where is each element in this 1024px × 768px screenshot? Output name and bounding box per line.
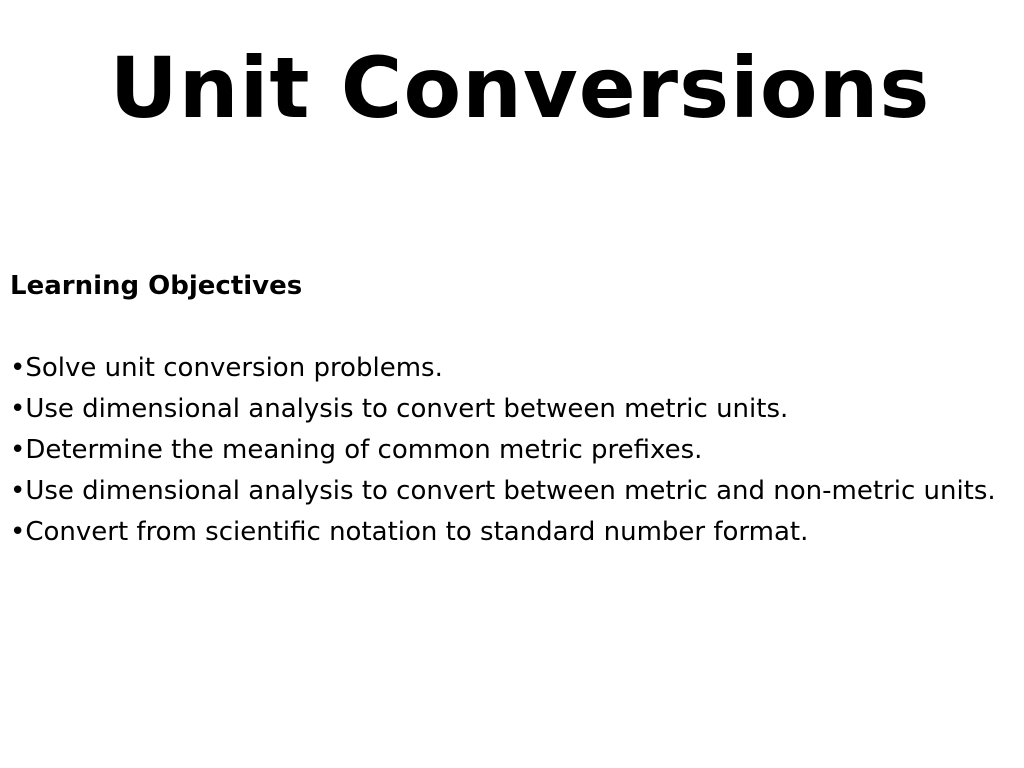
objective-item bbox=[10, 512, 1020, 553]
objective-text: Solve unit conversion problems. bbox=[25, 353, 443, 383]
objective-text: Use dimensional analysis to convert between metric units. bbox=[25, 394, 789, 424]
slide-title: Unit Conversions bbox=[109, 39, 931, 137]
objective-text: Use dimensional analysis to convert between metric and non-metric units. bbox=[25, 476, 996, 506]
objective-text: Determine the meaning of common metric prefixes. bbox=[25, 435, 703, 465]
bullet-glyph: • bbox=[10, 476, 26, 506]
objective-item bbox=[10, 389, 1020, 430]
bullet-glyph: • bbox=[10, 394, 26, 424]
objective-text: Convert from scientific notation to standard number format. bbox=[25, 517, 809, 547]
bullet-glyph: • bbox=[10, 517, 26, 547]
objective-item bbox=[10, 430, 1020, 471]
learning-objectives bbox=[10, 266, 1020, 553]
bullet-glyph: • bbox=[10, 435, 26, 465]
spacer bbox=[10, 307, 1020, 348]
bullet-glyph: • bbox=[10, 353, 26, 383]
objectives-list bbox=[10, 348, 1020, 553]
objectives-heading: Learning Objectives bbox=[10, 271, 303, 301]
objective-item bbox=[10, 471, 1020, 512]
objective-item bbox=[10, 348, 1020, 389]
